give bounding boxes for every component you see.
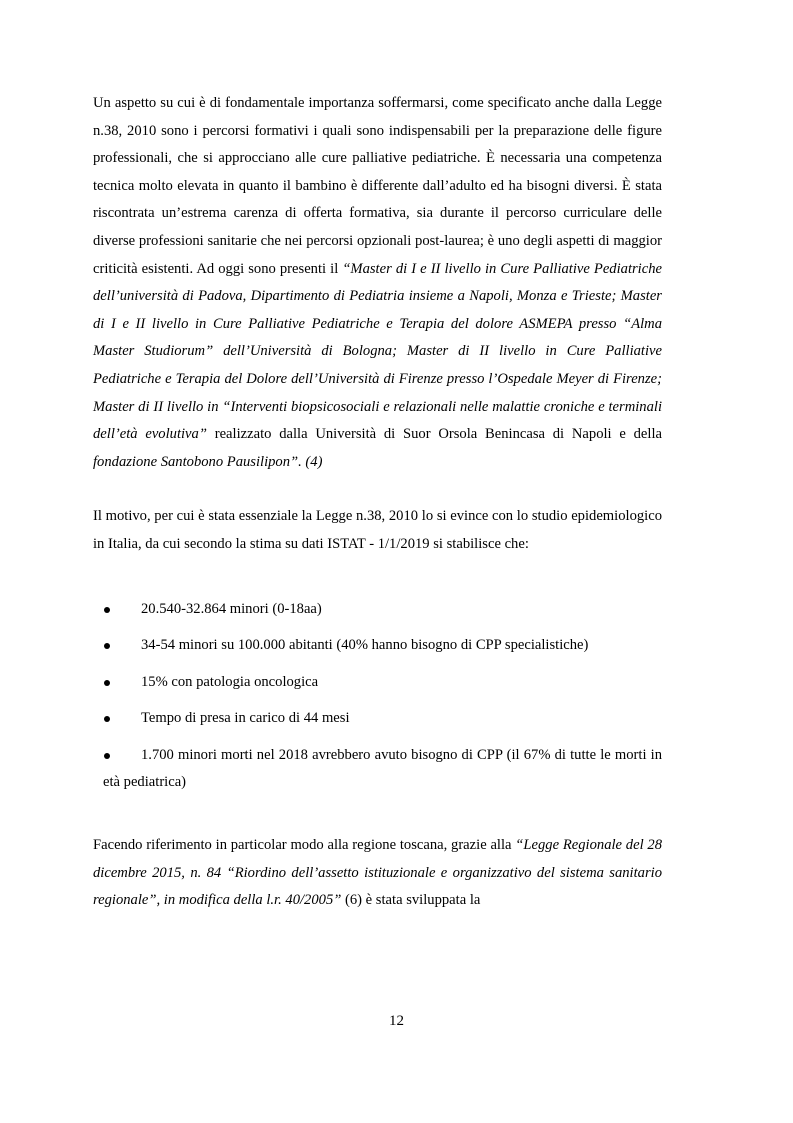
paragraph1-text-continued: realizzato dalla Università di Suor Orsola Benincasa di Napoli e della: [214, 426, 662, 443]
paragraph-spacer: [93, 476, 662, 503]
paragraph3-text: Facendo riferimento in particolar modo alla regione toscana, grazie alla: [93, 837, 516, 854]
bullet-icon: [104, 680, 110, 686]
page-number: 12: [389, 1013, 404, 1029]
page-body: [93, 90, 662, 915]
list-item: 15% con patologia oncologica: [93, 669, 662, 697]
list-item: Tempo di presa in carico di 44 mesi: [93, 705, 662, 733]
statistics-list: [93, 596, 662, 798]
list-item: 1.700 minori morti nel 2018 avrebbero avuto bisogno di CPP (il 67% di tutte le morti in età pediatrica): [103, 746, 662, 791]
paragraph-tuscany: [93, 832, 662, 915]
paragraph1-citation: fondazione Santobono Pausilipon”. (4): [93, 453, 323, 470]
bullet-icon: [104, 753, 110, 759]
paragraph3-text-end: (6) è stata sviluppata la: [345, 892, 481, 909]
list-item: 34-54 minori su 100.000 abitanti (40% hanno bisogno di CPP specialistiche): [93, 632, 662, 660]
bullet-icon: [104, 607, 110, 613]
paragraph-training-courses: [93, 90, 662, 476]
list-spacer: [93, 559, 662, 596]
paragraph-epidemiology: Il motivo, per cui è stata essenziale la Legge n.38, 2010 lo si evince con lo studio epidemiologico in Italia, da cui secondo la stima su dati ISTAT - 1/1/2019 si stabilisce che:: [93, 508, 662, 552]
bullet-icon: [104, 643, 110, 649]
paragraph1-text: Un aspetto su cui è di fondamentale importanza soffermarsi, come specificato anche dalla Legge n.38, 2010 sono i percorsi formativi i quali sono indispensabili per la preparazione delle figure professionali, che si approcciano alle cure palliative pediatriche. È necessaria una competenza tecnica molto elevata in quanto il bambino è differente dall’adulto ed ha bisogni diversi. È stata riscontrata un’estrema carenza di offerta formativa, sia durante il percorso curriculare delle diverse professioni sanitarie che nei percorsi opzionali post-laurea; è uno degli aspetti di maggior criticità esistenti. Ad oggi sono presenti il: [93, 95, 662, 277]
bullet-icon: [104, 716, 110, 722]
paragraph3-law-citation: “Legge Regionale del 28 dicembre 2015, n. 84 “Riordino dell’assetto istituzionale e organizzativo del sistema sanitario regionale”, in modifica della l.r. 40/2005”: [93, 837, 662, 909]
list-item: 20.540-32.864 minori (0-18aa): [93, 596, 662, 624]
paragraph-spacer: [93, 806, 662, 832]
paragraph1-master-list: “Master di I e II livello in Cure Palliative Pediatriche dell’università di Padova, Dipartimento di Pediatria insieme a Napoli, Monza e Trieste; Master di I e II livello in Cure Palliative Pediatriche e Terapia del dolore ASMEPA presso “Alma Master Studiorum” dell’Università di Bologna; Master di II livello in Cure Palliative Pediatriche e Terapia del Dolore dell’Università di Firenze presso l’Ospedale Meyer di Firenze; Master di II livello in “Interventi biopsicosociali e relazionali nelle malattie croniche e terminali dell’età evolutiva”: [93, 260, 662, 443]
